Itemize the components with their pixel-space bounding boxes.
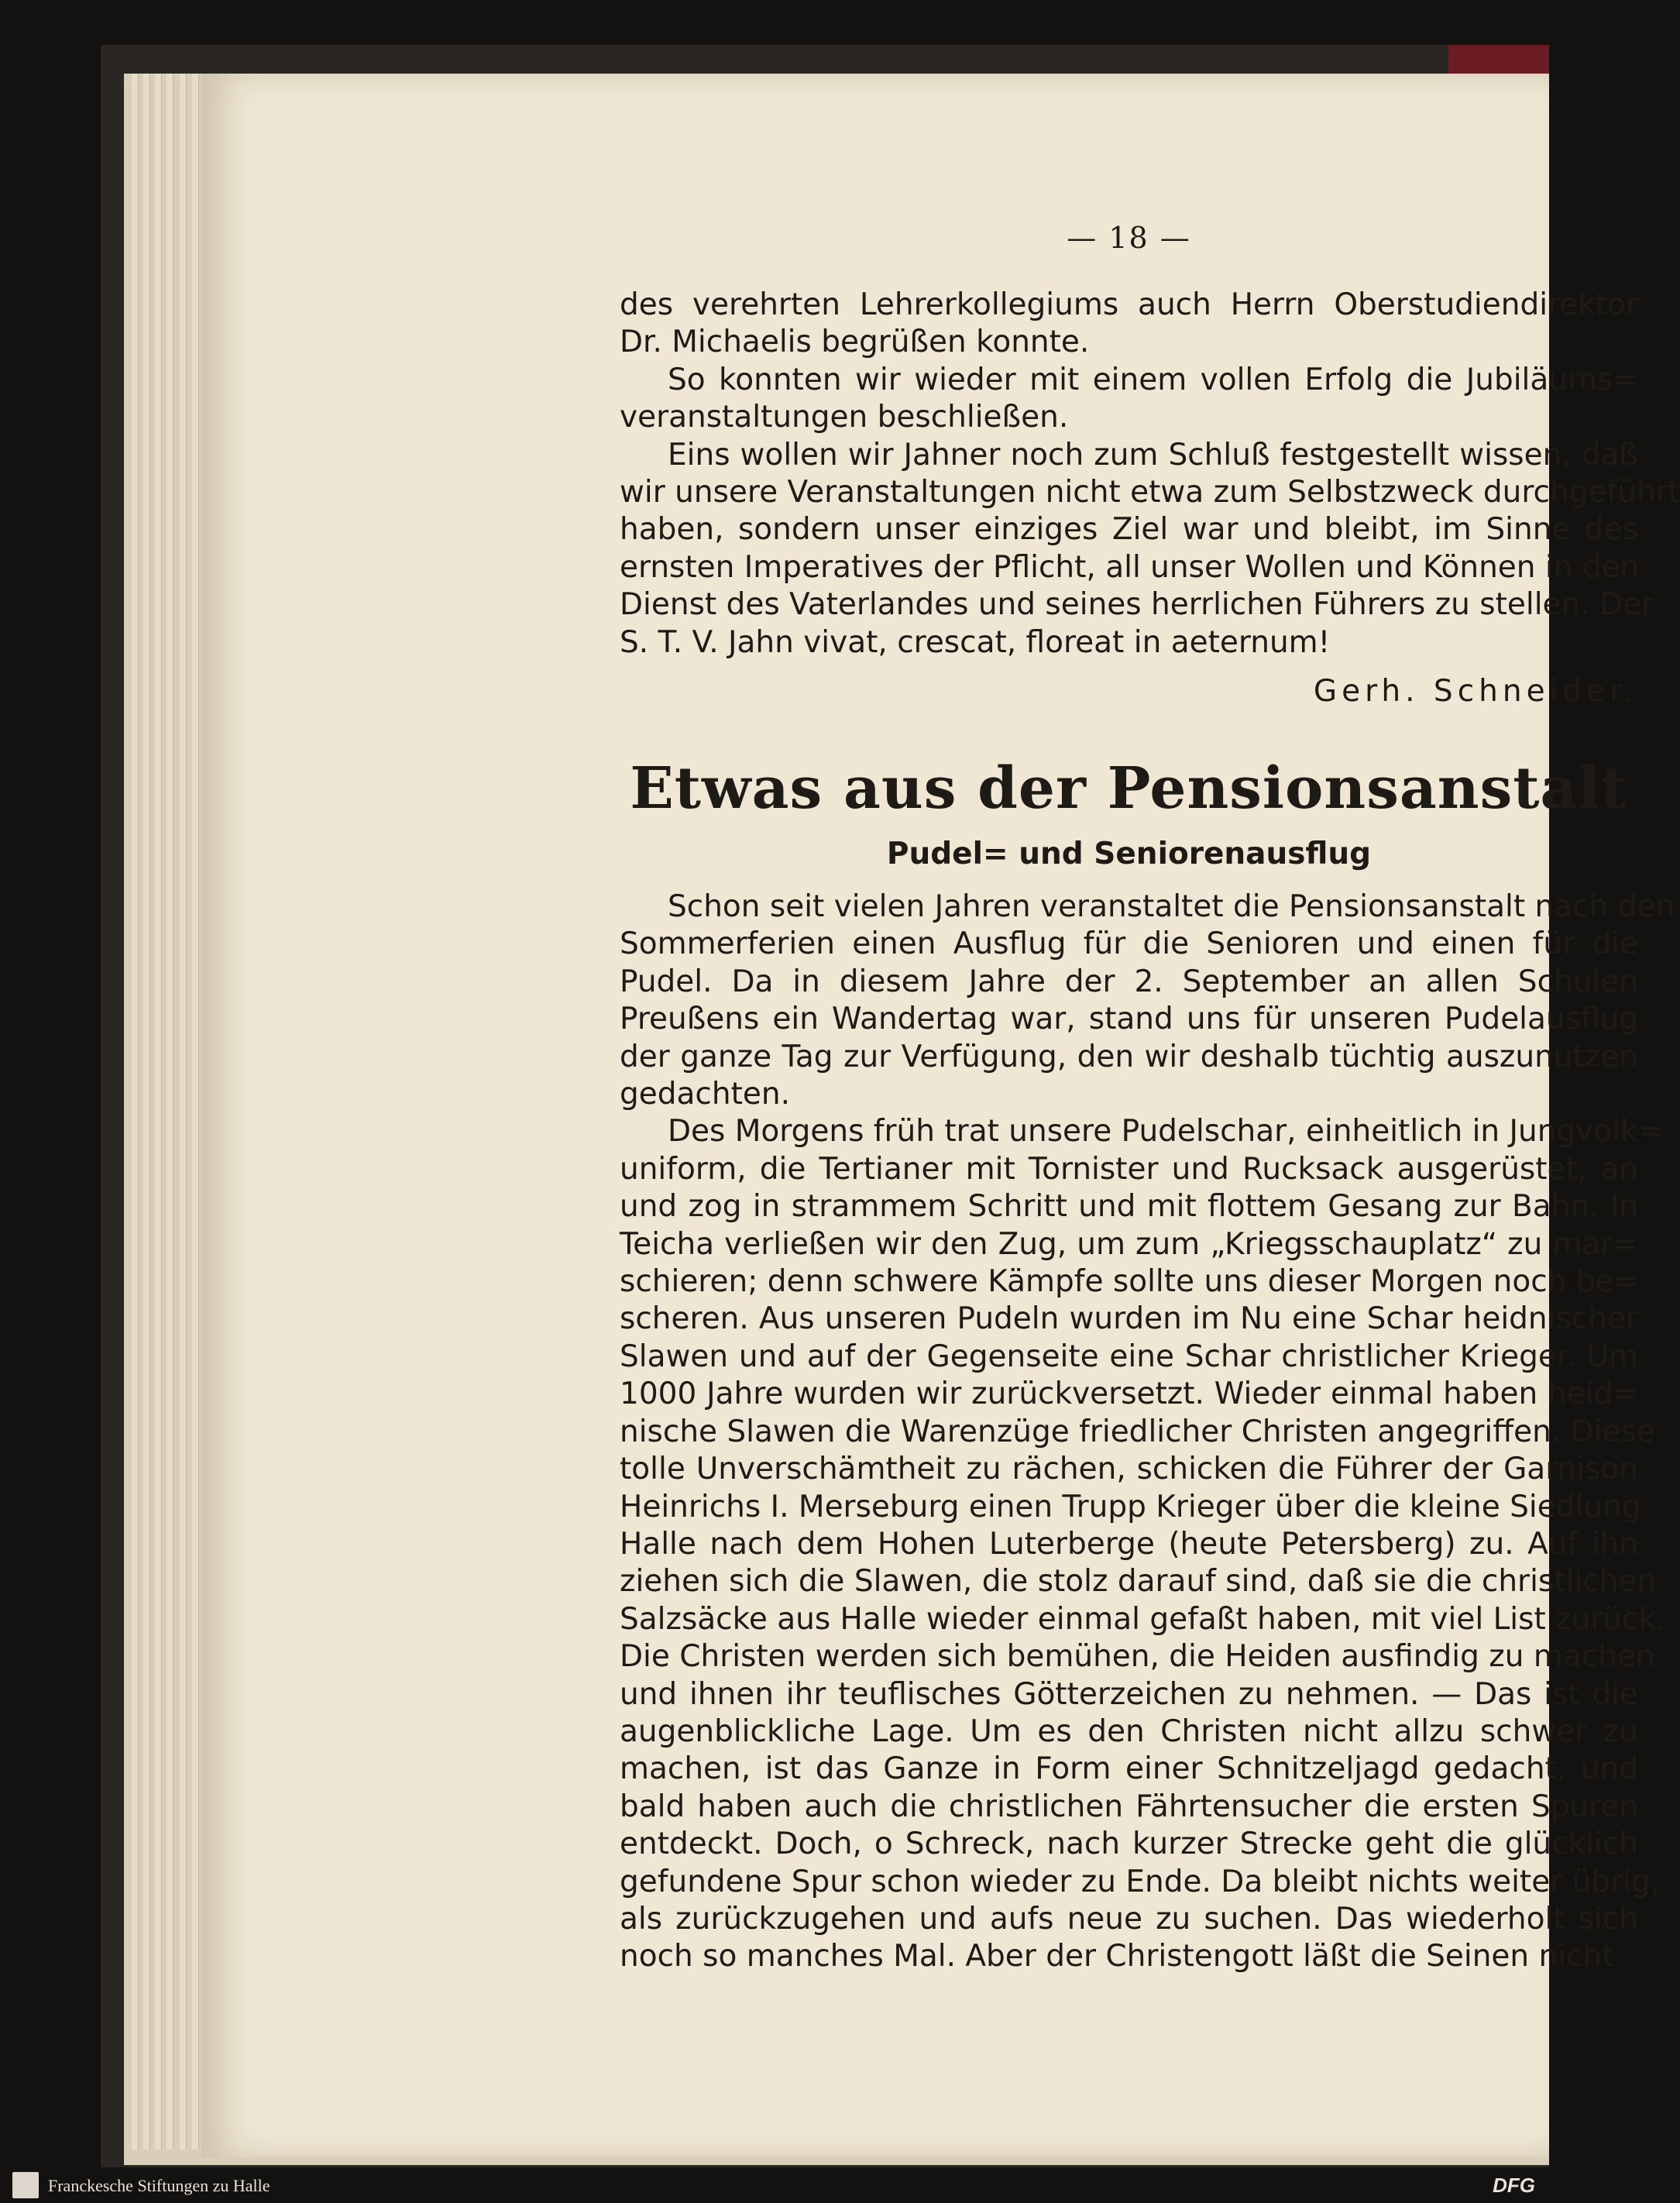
page-edge [143, 74, 150, 2150]
text-line: haben, sondern unser einziges Ziel war und bleibt, im Sinne des [620, 512, 1638, 548]
footer-bar [0, 2167, 1549, 2203]
text-line: tolle Unverschämtheit zu rächen, schicken die Führer der Garnison [620, 1452, 1638, 1487]
text-line: gefundene Spur schon wieder zu Ende. Da bleibt nichts weiter übrig, [620, 1864, 1661, 1899]
text-line: S. T. V. Jahn vivat, crescat, floreat in aeternum! [620, 624, 1331, 660]
page-edge [192, 74, 199, 2150]
page-edge [155, 74, 162, 2150]
text-line: Sommerferien einen Ausflug für die Senioren und einen für die [620, 926, 1638, 962]
text-line: schieren; denn schwere Kämpfe sollte uns dieser Morgen noch be= [620, 1264, 1640, 1300]
page-number: — 18 — [1067, 221, 1191, 255]
text-line: ernsten Imperatives der Pflicht, all unser Wollen und Können in den [620, 549, 1640, 585]
signature: Gerh. Schneider. [1313, 674, 1638, 709]
text-line: wir unsere Veranstaltungen nicht etwa zum Selbstzweck durchgeführt [620, 475, 1680, 510]
body-text [620, 888, 1675, 1976]
cover-red-edge [1448, 45, 1549, 76]
text-line: gedachten. [620, 1077, 790, 1112]
text-line: Salzsäcke aus Halle wieder einmal gefaßt haben, mit viel List zurück. [620, 1601, 1666, 1637]
text-line: und ihnen ihr teuflisches Götterzeichen zu nehmen. — Das ist die [620, 1676, 1638, 1712]
text-line: augenblickliche Lage. Um es den Christen nicht allzu schwer zu [620, 1713, 1638, 1749]
text-line: Halle nach dem Hohen Luterberge (heute Petersberg) zu. Auf ihn [620, 1526, 1638, 1562]
dfg-logo: DFG [1493, 2174, 1535, 2197]
text-line: 1000 Jahre wurden wir zurückversetzt. Wieder einmal haben heid= [620, 1376, 1638, 1412]
text-line: Des Morgens früh trat unsere Pudelschar, einheitlich in Jungvolk= [668, 1114, 1664, 1150]
text-line: noch so manches Mal. Aber der Christengott läßt die Seinen nicht [620, 1939, 1614, 1974]
text-line: Teicha verließen wir den Zug, um zum „Kriegsschauplatz“ zu mar= [620, 1226, 1638, 1262]
text-line: und zog in strammem Schritt und mit flottem Gesang zur Bahn. In [620, 1189, 1638, 1225]
text-line: des verehrten Lehrerkollegiums auch Herrn Oberstudiendirektor [620, 287, 1638, 322]
text-line: als zurückzugehen und aufs neue zu suchen. Das wiederholt sich [620, 1901, 1638, 1937]
page-edge [167, 74, 173, 2150]
institution-logo-icon [12, 2172, 39, 2198]
text-line: scheren. Aus unseren Pudeln wurden im Nu eine Schar heidnischer [620, 1301, 1638, 1337]
text-line: nische Slawen die Warenzüge friedlicher Christen angegriffen. Diese [620, 1414, 1655, 1449]
text-line: veranstaltungen beschließen. [620, 400, 1069, 435]
section-heading: Etwas aus der Pensionsanstalt [630, 755, 1628, 822]
text-line: Eins wollen wir Jahner noch zum Schluß festgestellt wissen, daß [668, 437, 1638, 473]
page-edge [132, 74, 139, 2150]
section-subheading: Pudel= und Seniorenausflug [886, 837, 1372, 871]
text-line: ziehen sich die Slawen, die stolz darauf sind, daß sie die christlichen [620, 1564, 1657, 1600]
text-line: Dienst des Vaterlandes und seines herrlichen Führers zu stellen. Der [620, 587, 1654, 623]
text-line: Pudel. Da in diesem Jahre der 2. September an allen Schulen [620, 964, 1638, 999]
text-line: Schon seit vielen Jahren veranstaltet die Pensionsanstalt nach den [668, 889, 1675, 924]
intro-text [620, 287, 1680, 662]
text-line: Die Christen werden sich bemühen, die Heiden ausfindig zu machen [620, 1639, 1655, 1675]
footer-institution: Franckesche Stiftungen zu Halle [48, 2176, 270, 2195]
book-page [201, 74, 1680, 2157]
text-line: Preußens ein Wandertag war, stand uns für unseren Pudelausflug [620, 1002, 1638, 1037]
text-line: So konnten wir wieder mit einem vollen Erfolg die Jubiläums= [668, 362, 1638, 397]
page-edge [180, 74, 187, 2150]
text-line: Dr. Michaelis begrüßen konnte. [620, 325, 1090, 360]
text-line: bald haben auch die christlichen Fährtensucher die ersten Spuren [620, 1789, 1638, 1824]
text-line: der ganze Tag zur Verfügung, den wir deshalb tüchtig auszunutzen [620, 1039, 1638, 1074]
text-line: Slawen und auf der Gegenseite eine Schar christlicher Krieger. Um [620, 1339, 1638, 1374]
text-line: Heinrichs I. Merseburg einen Trupp Krieger über die kleine Siedlung [620, 1489, 1641, 1524]
text-line: machen, ist das Ganze in Form einer Schnitzeljagd gedacht, und [620, 1751, 1638, 1787]
text-line: uniform, die Tertianer mit Tornister und Rucksack ausgerüstet, an [620, 1151, 1638, 1187]
text-line: entdeckt. Doch, o Schreck, nach kurzer Strecke geht die glücklich [620, 1827, 1638, 1862]
